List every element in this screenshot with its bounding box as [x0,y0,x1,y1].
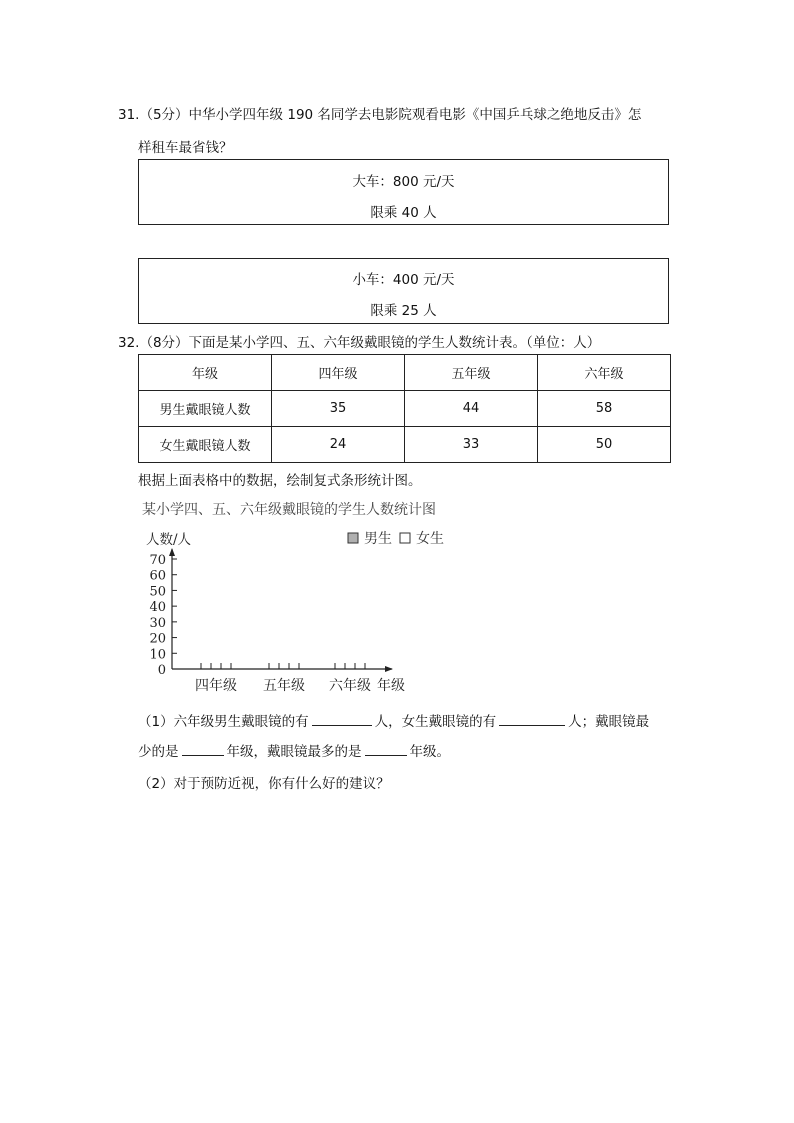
table-header-cell: 年级 [139,355,272,391]
q31-line2: 样租车最省钱？ [138,140,233,156]
small-car-limit: 限乘 25 人 [370,303,437,319]
q31-line1: 31.（5分）中华小学四年级 190 名同学去电影院观看电影《中国乒乓球之绝地反击》怎 [118,107,642,123]
sub-question-1-line2 [138,740,450,760]
table-cell: 50 [538,427,671,463]
legend-female-swatch [400,533,410,543]
q32-title: 32.（8分）下面是某小学四、五、六年级戴眼镜的学生人数统计表。（单位：人） [118,335,601,351]
answer-blank-least[interactable] [182,741,224,756]
sub1-text-f: 年级。 [409,744,450,760]
sub-question-2: （2）对于预防近视，你有什么好的建议？ [138,776,390,792]
y-tick-label: 30 [149,615,166,631]
table-cell: 女生戴眼镜人数 [139,427,272,463]
chart-axes [149,548,393,694]
y-tick-label: 0 [157,663,166,678]
y-axis-arrow [169,548,175,556]
big-car-price: 大车：800 元/天 [352,174,455,190]
table-cell: 35 [272,391,405,427]
small-car-box [138,258,669,324]
glasses-bar-chart [130,495,444,700]
x-category-label: 四年级 [195,678,237,694]
table-cell: 44 [405,391,538,427]
big-car-box [138,159,669,225]
table-cell: 58 [538,391,671,427]
y-tick-label: 20 [149,631,166,647]
table-cell: 24 [272,427,405,463]
y-tick-label: 60 [149,568,166,584]
y-tick-label: 50 [149,584,166,600]
sub1-text-a: （1）六年级男生戴眼镜的有 [138,714,309,730]
table-header-cell: 六年级 [538,355,671,391]
sub1-text-b: 人，女生戴眼镜的有 [374,714,497,730]
answer-blank-male-6[interactable] [312,711,372,726]
sub1-text-d: 少的是 [138,744,179,760]
sub1-text-c: 人；戴眼镜最 [568,714,650,730]
y-tick-label: 10 [149,647,166,663]
table-header-cell: 四年级 [272,355,405,391]
y-axis-label: 人数/人 [146,532,192,548]
x-axis-arrow [385,666,393,672]
legend-male-label: 男生 [364,531,392,547]
chart-instruction: 根据上面表格中的数据，绘制复式条形统计图。 [138,473,422,489]
sub-question-1-line1 [138,710,649,730]
answer-blank-most[interactable] [365,741,407,756]
x-category-label: 六年级 [329,678,371,694]
table-row [139,391,671,427]
x-axis-label: 年级 [377,678,405,694]
table-cell: 男生戴眼镜人数 [139,391,272,427]
legend-female-label: 女生 [416,531,444,547]
sub1-text-e: 年级，戴眼镜最多的是 [226,744,362,760]
table-row [139,427,671,463]
x-category-label: 五年级 [263,678,305,694]
table-cell: 33 [405,427,538,463]
glasses-data-table [138,354,671,463]
big-car-limit: 限乘 40 人 [370,205,437,221]
small-car-price: 小车：400 元/天 [352,272,455,288]
legend [348,530,444,547]
y-tick-label: 70 [149,553,166,568]
y-tick-label: 40 [149,600,166,616]
table-header-cell: 五年级 [405,355,538,391]
legend-male-swatch [348,533,358,543]
table-header-row [139,355,671,391]
answer-blank-female-6[interactable] [499,711,565,726]
chart-title: 某小学四、五、六年级戴眼镜的学生人数统计图 [142,502,436,518]
